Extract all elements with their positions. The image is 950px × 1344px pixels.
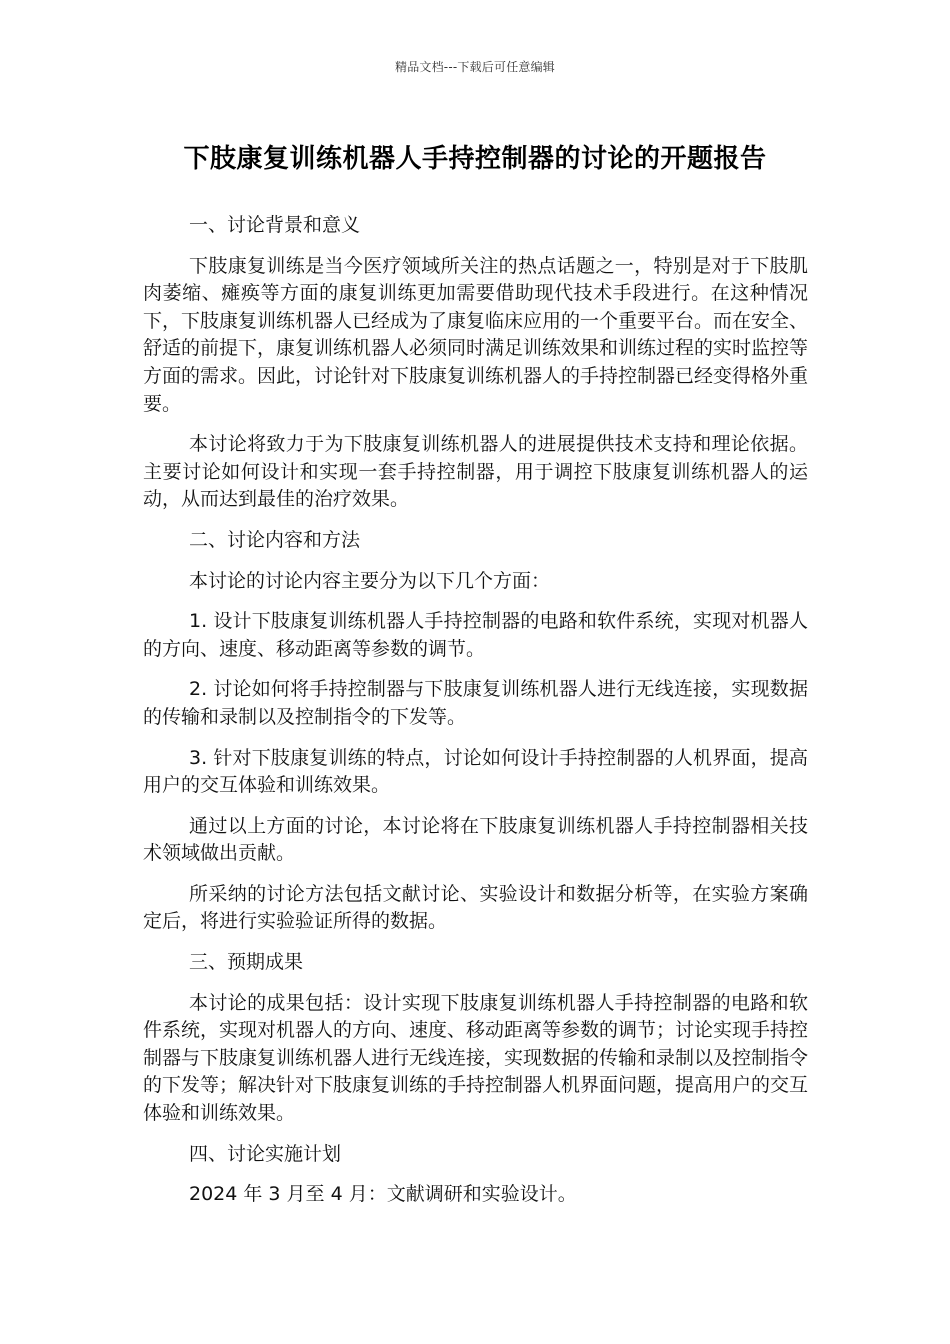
paragraph-content-intro: 本讨论的讨论内容主要分为以下几个方面： — [189, 569, 551, 592]
section-heading-background: 一、讨论背景和意义 — [189, 214, 361, 236]
document-title: 下肢康复训练机器人手持控制器的讨论的开题报告 — [183, 144, 767, 174]
paragraph-methods: 所采纳的讨论方法包括文献讨论、实验设计和数据分析等，在实验方案确定后，将进行实验验证所得的数据。 — [143, 882, 808, 933]
list-item-1: 1. 设计下肢康复训练机器人手持控制器的电路和软件系统，实现对机器人的方向、速度、移动距离等参数的调节。 — [143, 610, 808, 660]
paragraph-background: 下肢康复训练是当今医疗领域所关注的热点话题之一，特别是对于下肢肌肉萎缩、瘫痪等方面的康复训练更加需要借助现代技术手段进行。在这种情况下，下肢康复训练机器人已经成为了康复临床应用的一个重要平台。而在安全、舒适的前提下，康复训练机器人必须同时满足训练效果和训练过程的实时监控等方面的需求。因此，讨论针对下肢康复训练机器人的手持控制器已经变得格外重要。 — [143, 254, 809, 415]
section-heading-content-methods: 二、讨论内容和方法 — [189, 528, 361, 551]
list-item-2: 2. 讨论如何将手持控制器与下肢康复训练机器人进行无线连接，实现数据的传输和录制以及控制指令的下发等。 — [143, 678, 808, 728]
paragraph-plan: 2024 年 3 月至 4 月：文献调研和实验设计。 — [189, 1183, 577, 1206]
paragraph-expected-results: 本讨论的成果包括：设计实现下肢康复训练机器人手持控制器的电路和软件系统，实现对机器人的方向、速度、移动距离等参数的调节；讨论实现手持控制器与下肢康复训练机器人进行无线连接，实现数据的传输和录制以及控制指令的下发等；解决针对下肢康复训练的手持控制器人机界面问题，提高用户的交互体验和训练效果。 — [143, 991, 809, 1125]
paragraph-purpose: 本讨论将致力于为下肢康复训练机器人的进展提供技术支持和理论依据。主要讨论如何设计和实现一套手持控制器，用于调控下肢康复训练机器人的运动，从而达到最佳的治疗效果。 — [143, 433, 808, 511]
page-header: 精品文档---下载后可任意编辑 — [395, 60, 555, 74]
document-body — [143, 212, 808, 1222]
paragraph-summary: 通过以上方面的讨论，本讨论将在下肢康复训练机器人手持控制器相关技术领域做出贡献。 — [143, 814, 808, 865]
section-heading-expected-results: 三、预期成果 — [189, 951, 304, 974]
list-item-3: 3. 针对下肢康复训练的特点，讨论如何设计手持控制器的人机界面，提高用户的交互体验和训练效果。 — [143, 746, 808, 797]
section-heading-plan: 四、讨论实施计划 — [189, 1142, 342, 1165]
